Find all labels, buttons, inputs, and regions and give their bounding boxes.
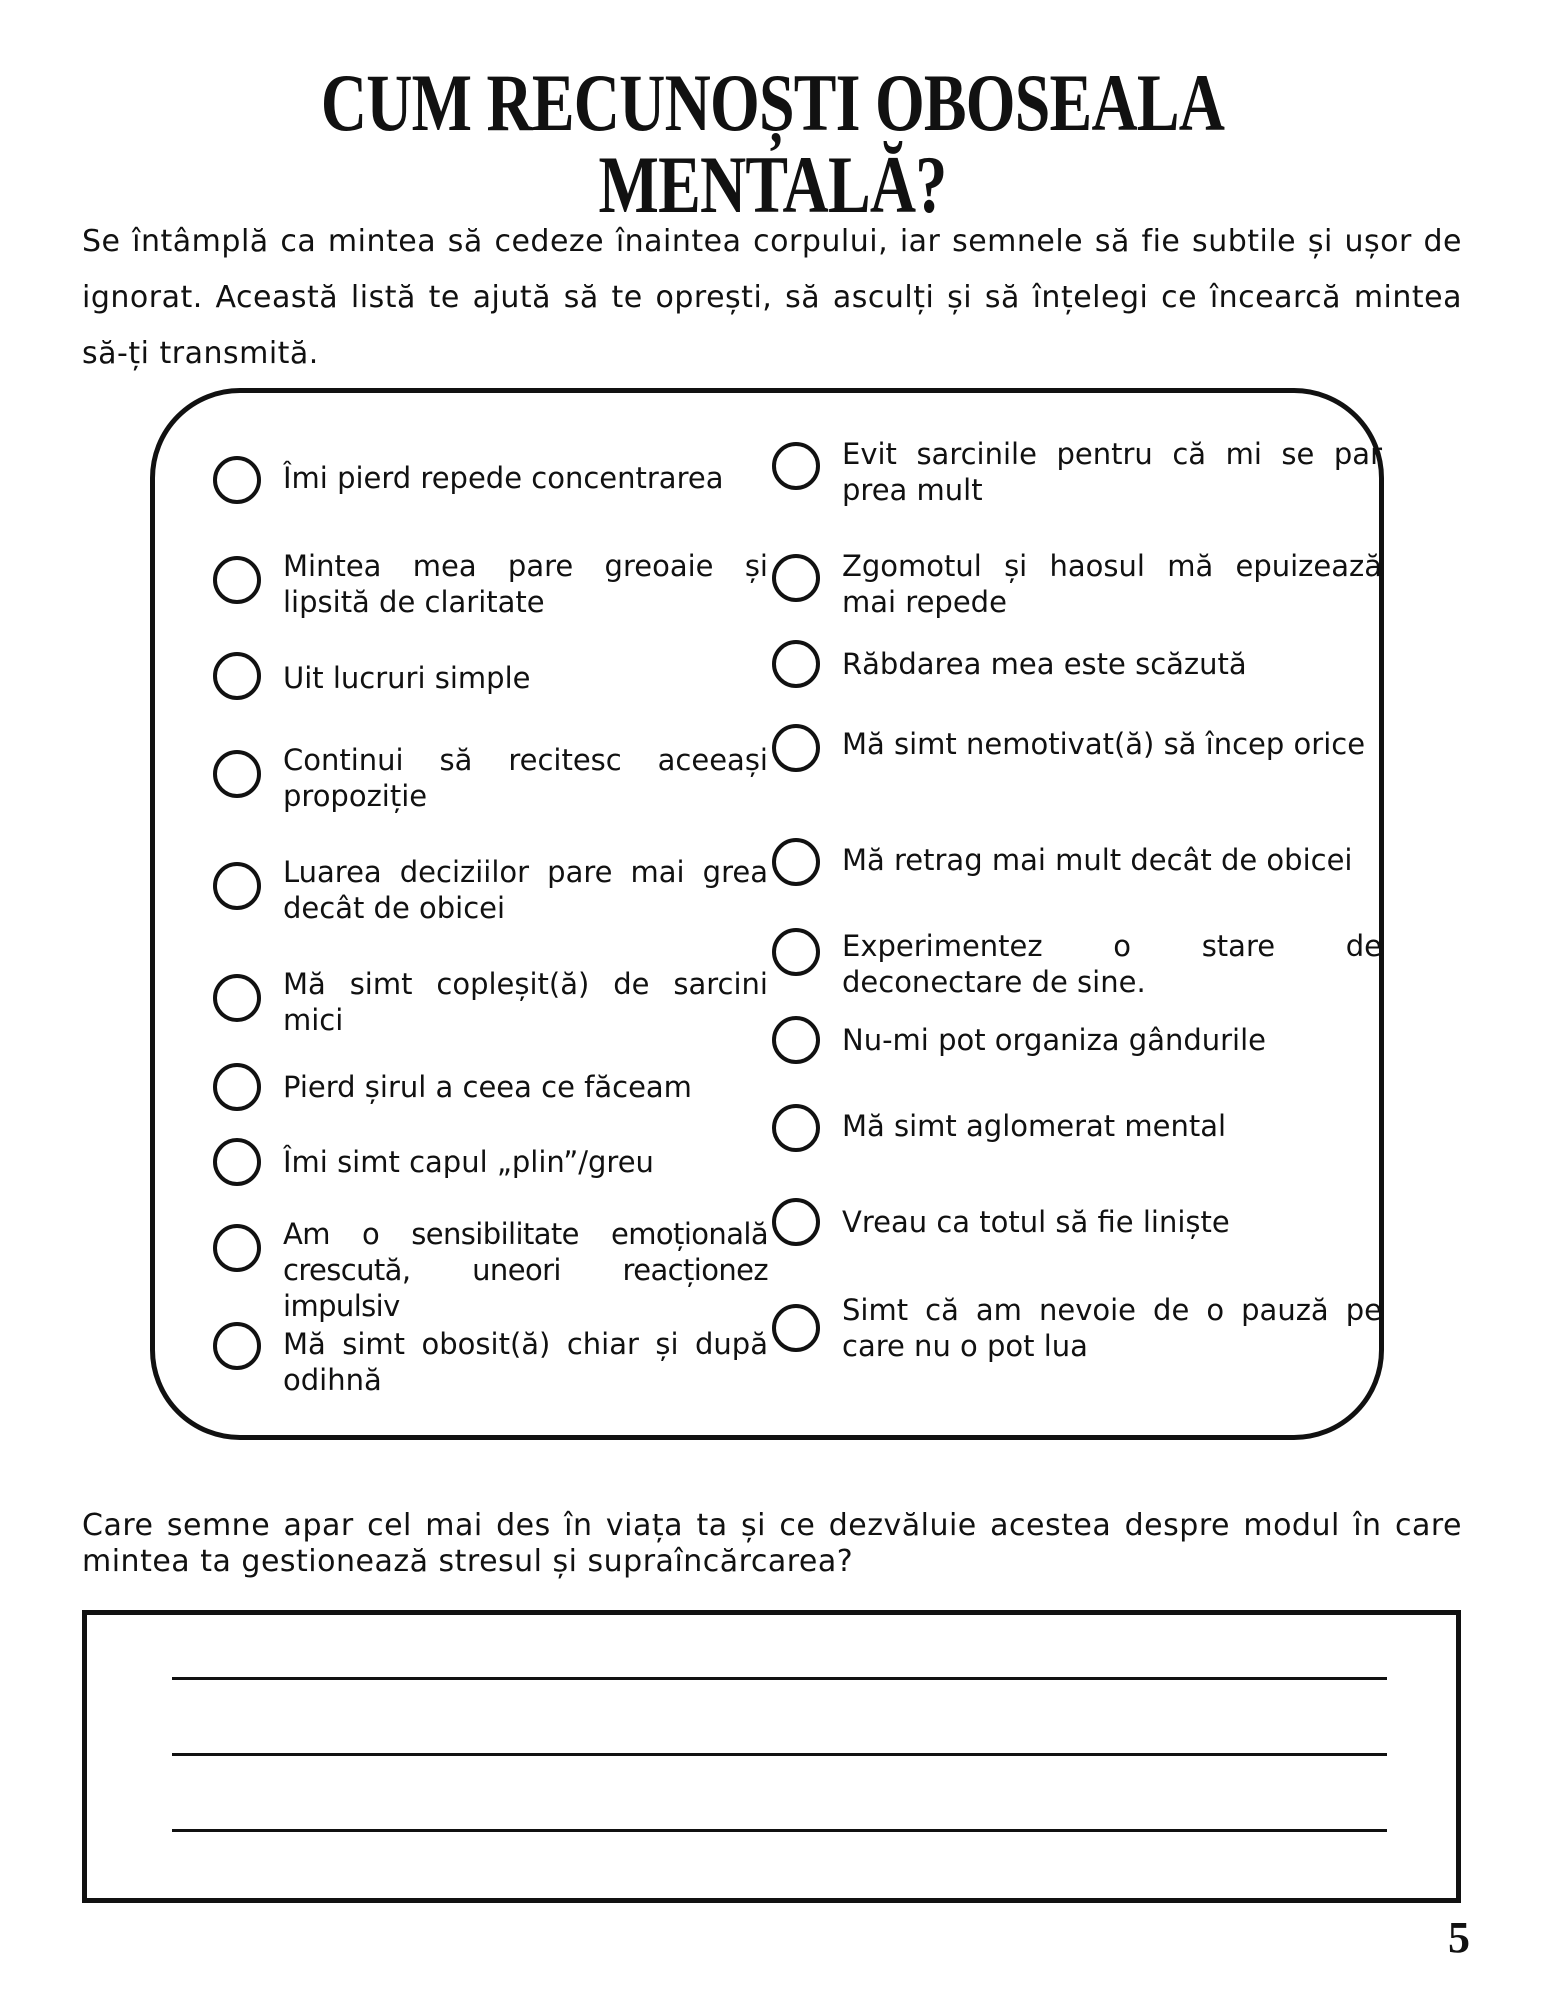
page-number: 5	[1448, 1913, 1470, 1962]
checklist-item-label: Experimentez o stare de deconectare de sine.	[842, 929, 1382, 999]
checklist-item-label: Mă simt aglomerat mental	[842, 1109, 1227, 1143]
page-title: CUM RECUNOȘTI OBOSEALA MENTALĂ?	[320, 57, 1225, 230]
checklist-item-label: Luarea deciziilor pare mai grea decât de obicei	[283, 855, 768, 925]
checkbox-circle[interactable]	[213, 556, 261, 604]
checklist-item-label: Continui să recitesc aceeași propoziție	[283, 743, 768, 813]
checkbox-circle[interactable]	[213, 1224, 261, 1272]
checklist-item-label: Vreau ca totul să fie liniște	[842, 1205, 1230, 1239]
intro-paragraph: Se întâmplă ca mintea să cedeze înaintea corpului, iar semnele să fie subtile și ușor de ignorat. Această listă te ajută să te oprești, să asculți și să înțelegi ce încearcă mintea să-ți transmită.	[82, 224, 1462, 371]
checkbox-circle[interactable]	[213, 1322, 261, 1370]
checklist-item-label: Evit sarcinile pentru că mi se par prea mult	[842, 437, 1382, 507]
checklist-item-label: Mintea mea pare greoaie și lipsită de claritate	[283, 549, 768, 619]
checklist-item-label: Îmi simt capul „plin”/greu	[283, 1145, 654, 1179]
reflection-question: Care semne apar cel mai des în viața ta și ce dezvăluie acestea despre modul în care mintea ta gestionează stresul și supraîncărcarea?	[82, 1508, 1462, 1579]
answer-line[interactable]	[172, 1753, 1387, 1756]
answer-box[interactable]	[82, 1610, 1461, 1903]
checkbox-circle[interactable]	[772, 442, 820, 490]
checklist-item-label: Uit lucruri simple	[283, 661, 531, 695]
checkbox-circle[interactable]	[772, 1304, 820, 1352]
checkbox-circle[interactable]	[772, 1016, 820, 1064]
checkbox-circle[interactable]	[213, 974, 261, 1022]
checkbox-circle[interactable]	[213, 862, 261, 910]
checklist-item-label: Pierd șirul a ceea ce făceam	[283, 1070, 692, 1104]
checklist-item-label: Mă retrag mai mult decât de obicei	[842, 843, 1353, 877]
checklist-item-label: Simt că am nevoie de o pauză pe care nu o pot lua	[842, 1293, 1382, 1363]
checklist-item-label: Zgomotul și haosul mă epuizează mai repede	[842, 549, 1382, 619]
checklist-item-label: Îmi pierd repede concentrarea	[283, 461, 724, 495]
answer-line[interactable]	[172, 1677, 1387, 1680]
checklist-item-label: Nu-mi pot organiza gândurile	[842, 1023, 1267, 1057]
checkbox-circle[interactable]	[772, 838, 820, 886]
checklist-item-label: Mă simt nemotivat(ă) să încep orice	[842, 727, 1366, 761]
checkbox-circle[interactable]	[213, 652, 261, 700]
checkbox-circle[interactable]	[213, 1138, 261, 1186]
checkbox-circle[interactable]	[772, 1104, 820, 1152]
checkbox-circle[interactable]	[772, 928, 820, 976]
checklist-item-label: Am o sensibilitate emoțională crescută, uneori reacționez impulsiv	[283, 1217, 768, 1323]
checklist-item-label: Mă simt copleșit(ă) de sarcini mici	[283, 967, 768, 1037]
checkbox-circle[interactable]	[772, 554, 820, 602]
answer-line[interactable]	[172, 1829, 1387, 1832]
checklist-item-label: Mă simt obosit(ă) chiar și după odihnă	[283, 1327, 768, 1397]
checkbox-circle[interactable]	[772, 1198, 820, 1246]
checkbox-circle[interactable]	[213, 750, 261, 798]
checkbox-circle[interactable]	[213, 456, 261, 504]
checkbox-circle[interactable]	[772, 640, 820, 688]
checkbox-circle[interactable]	[213, 1063, 261, 1111]
checklist-item-label: Răbdarea mea este scăzută	[842, 647, 1247, 681]
checkbox-circle[interactable]	[772, 724, 820, 772]
